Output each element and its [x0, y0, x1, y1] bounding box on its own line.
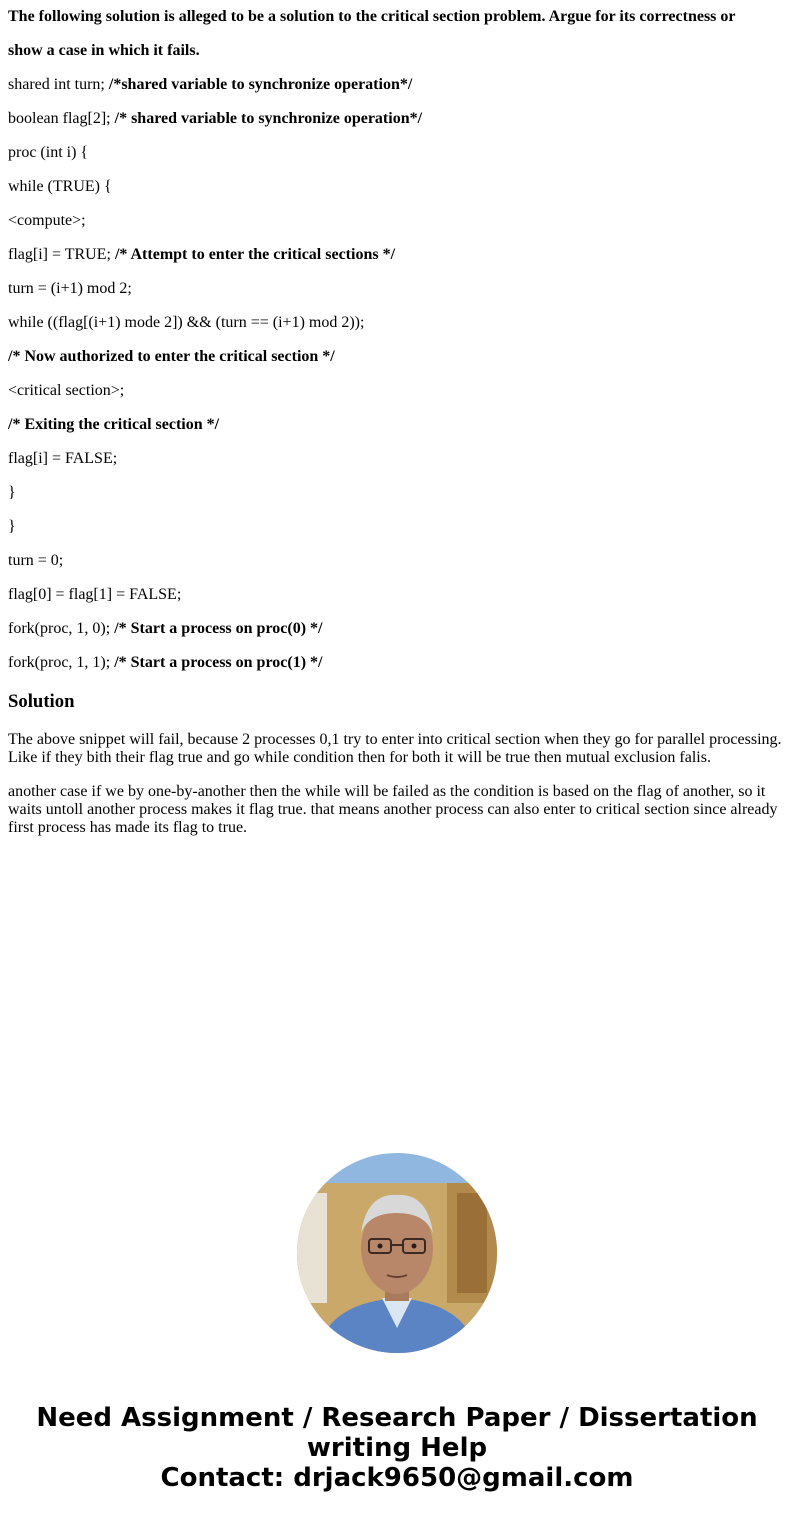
code-text: } [8, 484, 16, 501]
code-line [8, 476, 788, 510]
footer-banner [0, 1403, 794, 1493]
document-body [8, 0, 788, 680]
portrait-image [297, 1153, 497, 1353]
code-text: proc (int i) { [8, 144, 89, 161]
code-comment: /* Start a process on proc(0) */ [114, 620, 323, 637]
code-listing [8, 68, 788, 680]
code-line [8, 442, 788, 476]
code-text: <compute>; [8, 212, 86, 229]
code-line [8, 238, 788, 272]
code-text: } [8, 518, 16, 535]
code-comment: /*shared variable to synchronize operation*/ [108, 76, 413, 93]
code-line [8, 544, 788, 578]
code-text: flag[i] = FALSE; [8, 450, 118, 467]
question-title-line1: The following solution is alleged to be a solution to the critical section problem. Argue for its correctness or [8, 8, 736, 25]
code-text: <critical section>; [8, 382, 125, 399]
question-title-line2: show a case in which it fails. [8, 42, 200, 59]
code-comment: /* Now authorized to enter the critical section */ [8, 348, 335, 365]
solution-heading: Solution [8, 691, 75, 712]
code-line [8, 612, 788, 646]
code-text: fork(proc, 1, 1); [8, 654, 115, 671]
code-comment: /* Attempt to enter the critical sections */ [114, 246, 396, 263]
code-line [8, 306, 788, 340]
code-comment: /* Exiting the critical section */ [8, 416, 220, 433]
code-line [8, 204, 788, 238]
code-comment: /* shared variable to synchronize operation*/ [114, 110, 423, 127]
code-line [8, 136, 788, 170]
code-text: flag[0] = flag[1] = FALSE; [8, 586, 182, 603]
code-line [8, 272, 788, 306]
code-line [8, 340, 788, 374]
code-text: turn = (i+1) mod 2; [8, 280, 132, 297]
code-line [8, 408, 788, 442]
code-comment: /* Start a process on proc(1) */ [114, 654, 323, 671]
solution-paragraph-2: another case if we by one-by-another then the while will be failed as the condition is based on the flag of another, so it waits untoll another process makes it flag true. that means another process can also enter to critical section since already first process has made its flag to true. [8, 783, 778, 836]
code-text: fork(proc, 1, 0); [8, 620, 115, 637]
footer-contact: Contact: drjack9650@gmail.com [160, 1463, 634, 1493]
solution-paragraph-1: The above snippet will fail, because 2 processes 0,1 try to enter into critical section when they go for parallel processing. Like if they bith their flag true and go while condition then for both it will be true then mutual exclusion falis. [8, 731, 782, 766]
code-text: turn = 0; [8, 552, 64, 569]
author-photo [297, 1153, 497, 1353]
code-text: while ((flag[(i+1) mode 2]) && (turn == (i+1) mod 2)); [8, 314, 365, 331]
code-line [8, 170, 788, 204]
code-line [8, 102, 788, 136]
code-line [8, 374, 788, 408]
code-text: while (TRUE) { [8, 178, 112, 195]
code-text: flag[i] = TRUE; [8, 246, 115, 263]
code-line [8, 510, 788, 544]
code-line [8, 578, 788, 612]
code-text: shared int turn; [8, 76, 109, 93]
code-line [8, 68, 788, 102]
footer-line-2: writing Help [306, 1433, 488, 1463]
footer-line-1: Need Assignment / Research Paper / Dissertation [36, 1403, 758, 1433]
code-line [8, 646, 788, 680]
code-text: boolean flag[2]; [8, 110, 115, 127]
